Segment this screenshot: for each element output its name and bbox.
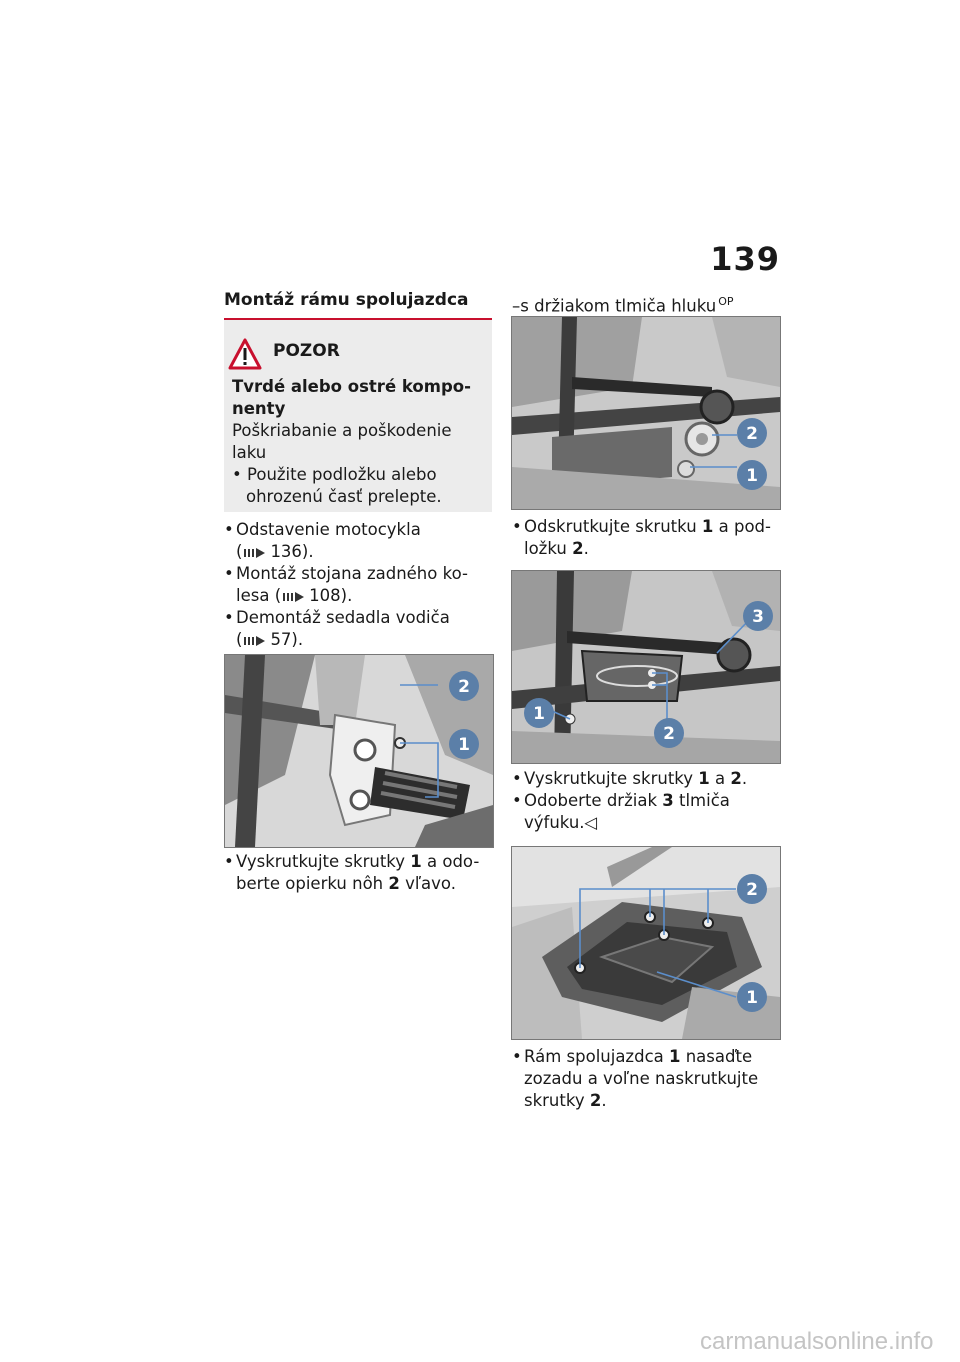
callout-1 [524,698,554,728]
passenger-frame-figure [511,846,781,1040]
page-reference-arrow-icon [283,592,305,602]
warning-action-2: ohrozenú časť prelepte. [246,487,442,506]
variant-heading: –s držiakom tlmiča hluku $^{OP}$ [512,295,734,316]
warning-title: POZOR [273,341,340,361]
svg-text:3: 3 [752,607,764,627]
svg-text:2: 2 [746,424,758,444]
figure-r3-caption: • Rám spolujazdca 1 nasaďte zozadu a voľne naskrutkujte skrutky 2. [512,1047,759,1110]
warning-consequence-2: laku [232,443,267,462]
svg-text:1: 1 [746,988,758,1008]
page-reference-arrow-icon [244,636,266,646]
silencer-bracket-figure-2 [511,570,781,764]
figure-r2-caption-1: • Vyskrutkujte skrutky 1 a 2. [512,769,748,788]
silencer-bracket-figure-1 [511,316,781,510]
svg-text:1: 1 [746,466,758,486]
warning-action-1: • Použite podložku alebo [232,465,437,484]
step-item: • Demontáž sedadla vodiča ( 57). [224,608,450,649]
callout-2 [737,418,767,448]
warning-heading-1: Tvrdé alebo ostré kompo- [232,377,471,396]
page-reference-arrow-icon [244,548,266,558]
figure-left-caption: • Vyskrutkujte skrutky 1 a odo- berte opierku nôh 2 vľavo. [224,852,480,893]
watermark-text: carmanualsonline.info [700,1328,934,1355]
svg-text:1: 1 [533,704,545,724]
step-item: • Montáž stojana zadného ko- lesa ( 108). [224,564,468,605]
svg-text:2: 2 [458,677,470,697]
figure-r1-caption: • Odskrutkujte skrutku 1 a pod- ložku 2. [512,517,771,558]
callout-2 [654,718,684,748]
callout-2 [449,671,479,701]
figure-r2-caption-2: • Odoberte držiak 3 tlmiča výfuku.◁ [512,791,730,832]
page-reference-link[interactable]: 136). [270,542,314,561]
page-reference-link[interactable]: 108). [309,586,353,605]
svg-text:1: 1 [458,735,470,755]
callout-2 [737,874,767,904]
page-number: 139 [710,240,780,278]
warning-triangle-icon [228,338,262,370]
callout-1 [449,729,479,759]
callout-3 [743,601,773,631]
svg-text:2: 2 [746,880,758,900]
step-item: • Odstavenie motocykla ( 136). [224,520,421,561]
warning-consequence-1: Poškriabanie a poškodenie [232,421,452,440]
callout-1 [737,460,767,490]
page-reference-link[interactable]: 57). [270,630,304,649]
warning-heading-2: nenty [232,399,286,418]
callout-1 [737,982,767,1012]
svg-text:2: 2 [663,724,675,744]
footrest-figure [224,654,494,848]
section-title: Montáž rámu spolujazdca [224,290,469,310]
